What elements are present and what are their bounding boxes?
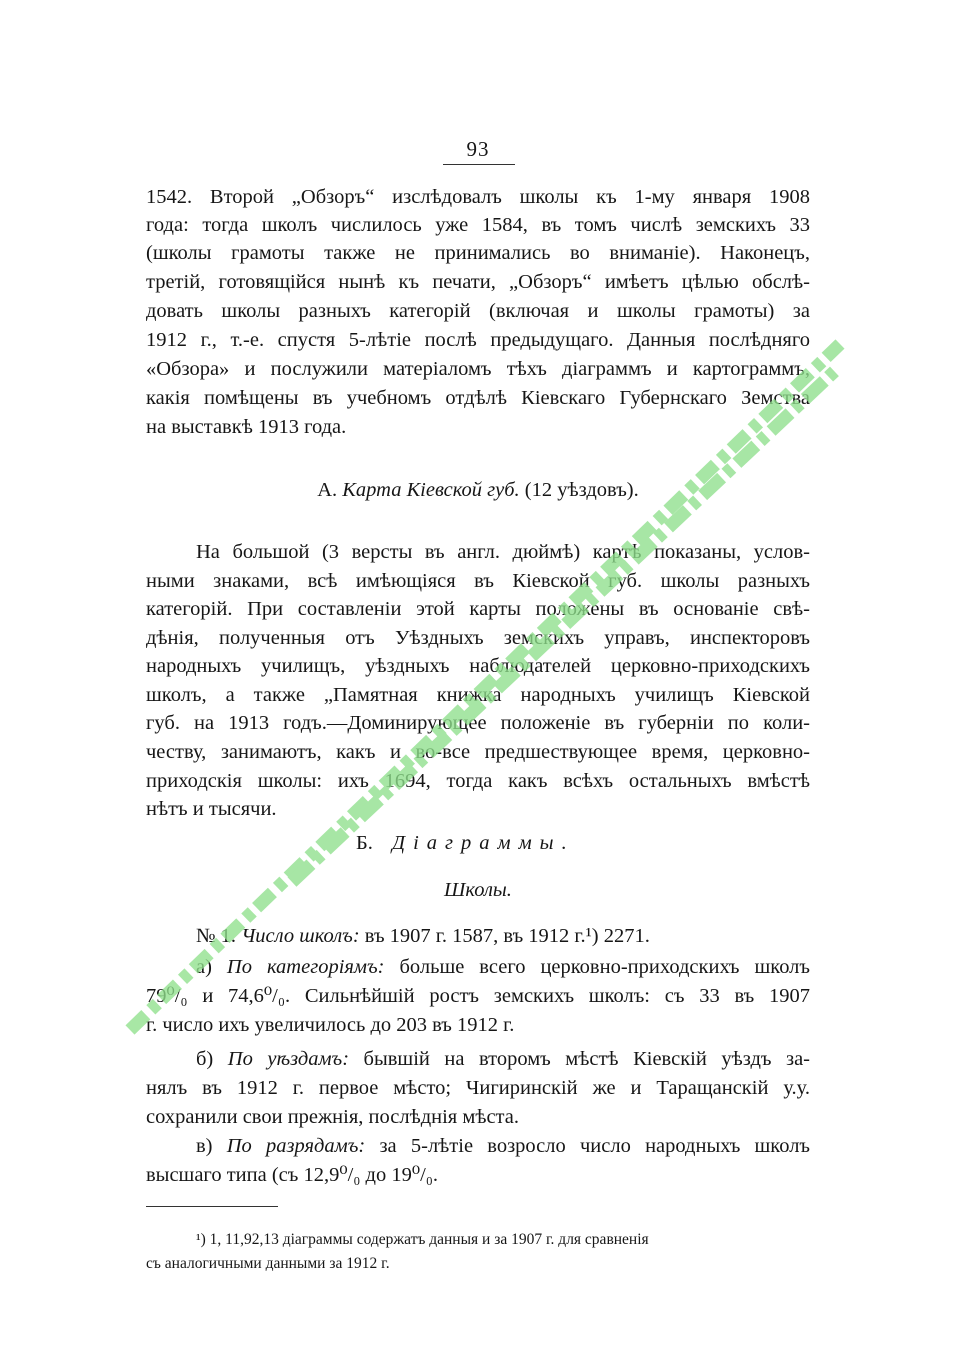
item-b-label: По уѣздамъ:	[227, 1048, 350, 1070]
text-line: третій, готовящійся нынѣ къ печати, „Обзоръ“ имѣетъ цѣлью обслѣ-	[146, 271, 810, 293]
subheading	[146, 876, 810, 904]
text-line: довать школы разныхъ категорій (включая и школы грамоты) за	[146, 300, 810, 322]
heading-a-suffix: (12 уѣздовъ).	[524, 479, 639, 501]
item-a-line	[196, 953, 810, 981]
footnote-line: съ аналогичными данными за 1912 г.	[146, 1255, 390, 1272]
subheading-text: Школы.	[444, 879, 512, 901]
item-1	[196, 922, 810, 950]
text-line: ными знаками, всѣ имѣющіяся въ Кіевской губ. школы разныхъ	[146, 570, 810, 592]
text-line: года: тогда школъ числилось уже 1584, въ томъ числѣ земскихъ 33	[146, 214, 810, 236]
text-line: 1912 г., т.-е. спустя 5-лѣтіе послѣ предыдущаго. Данныя послѣдняго	[146, 329, 810, 351]
item-a-text: больше всего церковно-приходскихъ школъ	[399, 956, 811, 978]
item-b-text: бывшій на второмъ мѣстѣ Кіевскій уѣздъ за-	[363, 1048, 811, 1070]
heading-b-title: Діаграммы.	[392, 832, 575, 854]
footnote-line: ¹) 1, 11,92,13 діаграммы содержатъ данныя и за 1907 г. для сравненія	[196, 1231, 649, 1248]
text-line: высшаго типа (съ 12,9⁰/₀ до 19⁰/₀.	[146, 1164, 439, 1186]
text-line: 1542. Второй „Обзоръ“ изслѣдовалъ школы къ 1-му января 1908	[146, 186, 810, 208]
heading-a-title: Карта Кіевской губ.	[342, 479, 520, 501]
item-b-marker: б)	[196, 1048, 214, 1070]
text-line: 79⁰/₀ и 74,6⁰/₀. Сильнѣйшій ростъ земскихъ школъ: съ 33 въ 1907	[146, 985, 810, 1007]
text-line: губ. на 1913 годъ.—Доминирующее положеніе въ губерніи по коли-	[146, 712, 810, 734]
text-line: «Обзора» и послужили матеріаломъ тѣхъ діаграммъ и картограммъ,	[146, 358, 810, 380]
item-a-label: По категоріямъ:	[226, 956, 385, 978]
text-line: категорій. При составленіи этой карты положены въ основаніе свѣ-	[146, 598, 810, 620]
section-heading-b	[356, 829, 656, 857]
text-line: нѣтъ и тысячи.	[146, 798, 277, 820]
text-line: приходскія школы: ихъ 1694, тогда какъ всѣхъ остальныхъ вмѣстѣ	[146, 770, 810, 792]
item-b-line	[196, 1045, 810, 1073]
item-c-line	[196, 1132, 810, 1160]
heading-a-prefix: А.	[317, 479, 338, 501]
item-1-label: Число школъ:	[241, 925, 360, 947]
page-number: 93	[466, 137, 490, 161]
item-c-marker: в)	[196, 1135, 213, 1157]
text-line: сохранили свои прежнія, послѣднія мѣста.	[146, 1106, 519, 1128]
footnote-rule	[146, 1206, 278, 1207]
text-line: (школы грамоты также не принимались во вниманіе). Наконецъ,	[146, 242, 810, 264]
text-line: г. число ихъ увеличилось до 203 въ 1912 г.	[146, 1014, 515, 1036]
item-c-text: за 5-лѣтіе возросло число народныхъ школъ	[379, 1135, 811, 1157]
item-1-text: въ 1907 г. 1587, въ 1912 г.¹) 2271.	[364, 925, 650, 947]
section-heading-a	[146, 476, 810, 504]
text-line: честву, занимаютъ, какъ и во-все предшествующее время, церковно-	[146, 741, 810, 763]
text-line: дѣнія, полученныя отъ Уѣздныхъ земскихъ управъ, инспекторовъ	[146, 627, 810, 649]
text-line: На большой (3 версты въ англ. дюймѣ) картѣ показаны, услов-	[196, 541, 810, 563]
item-a-marker: а)	[196, 956, 212, 978]
text-line: народныхъ училищъ, уѣздныхъ наблюдателей церковно-приходскихъ	[146, 655, 810, 677]
item-c-label: По разрядамъ:	[226, 1135, 366, 1157]
text-line: какія помѣщены въ учебномъ отдѣлѣ Кіевскаго Губернскаго Земства	[146, 387, 810, 409]
page-number-rule	[443, 164, 515, 165]
text-line: школъ, а также „Памятная книжка народныхъ училищъ Кіевской	[146, 684, 810, 706]
text-line: нялъ въ 1912 г. первое мѣсто; Чигиринскій же и Таращанскій у.у.	[146, 1077, 810, 1099]
heading-b-prefix: Б.	[356, 832, 373, 854]
text-line: на выставкѣ 1913 года.	[146, 416, 347, 438]
item-1-number: № 1.	[196, 925, 237, 947]
